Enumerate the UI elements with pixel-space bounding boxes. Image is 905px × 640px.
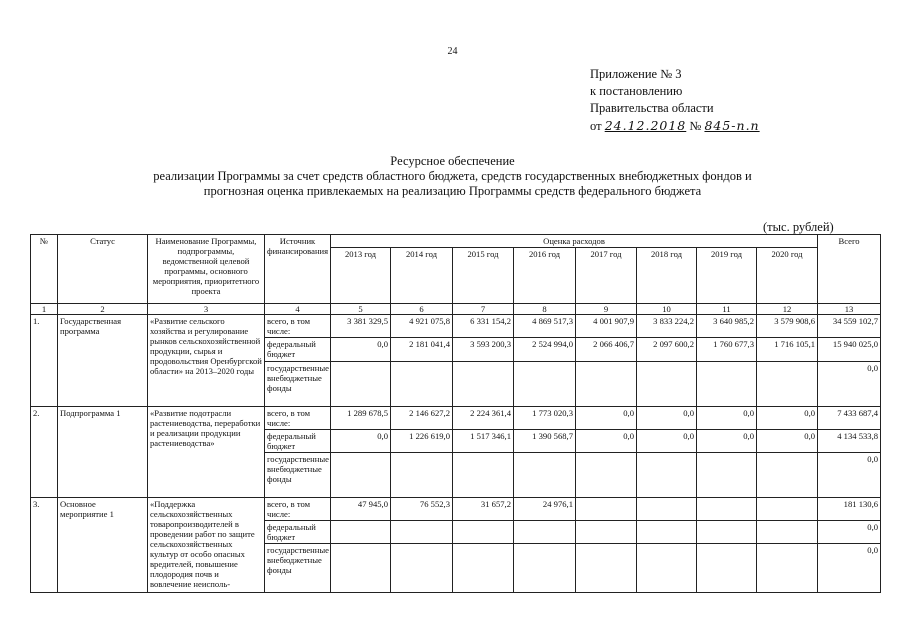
resource-table <box>30 234 881 593</box>
year-value: 1 390 568,7 <box>514 430 576 453</box>
year-value <box>757 453 818 498</box>
header-status: Статус <box>58 235 148 304</box>
row-source: федеральный бюджет <box>265 338 331 362</box>
year-value: 2 181 041,4 <box>391 338 453 362</box>
row-total: 15 940 025,0 <box>818 338 881 362</box>
year-value <box>453 453 514 498</box>
year-value <box>576 544 637 593</box>
column-numbers-row <box>31 304 881 315</box>
column-number: 11 <box>697 304 757 315</box>
row-source: всего, в том числе: <box>265 315 331 338</box>
year-value: 2 224 361,4 <box>453 407 514 430</box>
year-value <box>637 544 697 593</box>
year-value: 3 640 985,2 <box>697 315 757 338</box>
page-number: 24 <box>447 46 458 57</box>
table-row <box>31 407 881 430</box>
row-source: всего, в том числе: <box>265 498 331 521</box>
year-value: 0,0 <box>576 430 637 453</box>
column-number: 10 <box>637 304 697 315</box>
year-value <box>391 362 453 407</box>
row-status: Государственная программа <box>58 315 148 407</box>
appendix-block <box>590 66 760 135</box>
year-value: 0,0 <box>697 430 757 453</box>
header-source: Источник финансирования <box>265 235 331 304</box>
year-value <box>331 453 391 498</box>
year-value <box>514 362 576 407</box>
column-number: 8 <box>514 304 576 315</box>
year-value: 4 001 907,9 <box>576 315 637 338</box>
year-value <box>637 498 697 521</box>
year-value: 1 226 619,0 <box>391 430 453 453</box>
row-number: 3. <box>31 498 58 593</box>
document-title <box>0 154 905 199</box>
appendix-line-1: Приложение № 3 <box>590 67 682 81</box>
year-value: 3 579 908,6 <box>757 315 818 338</box>
title-line-3: прогнозная оценка привлекаемых на реализацию Программы средств федерального бюджета <box>203 184 702 198</box>
year-value <box>637 362 697 407</box>
year-value <box>757 362 818 407</box>
year-value <box>757 544 818 593</box>
column-number: 3 <box>148 304 265 315</box>
year-value: 0,0 <box>757 407 818 430</box>
column-number: 7 <box>453 304 514 315</box>
table-row <box>31 315 881 338</box>
year-value <box>697 521 757 544</box>
year-value: 4 921 075,8 <box>391 315 453 338</box>
header-year: 2017 год <box>576 248 637 304</box>
header-num: № <box>31 235 58 304</box>
header-row-1 <box>31 235 881 248</box>
year-value: 3 381 329,5 <box>331 315 391 338</box>
year-value <box>697 453 757 498</box>
year-value: 1 716 105,1 <box>757 338 818 362</box>
row-total: 4 134 533,8 <box>818 430 881 453</box>
year-value: 6 331 154,2 <box>453 315 514 338</box>
year-value <box>697 544 757 593</box>
year-value: 1 760 677,3 <box>697 338 757 362</box>
year-value <box>453 362 514 407</box>
year-value: 0,0 <box>637 407 697 430</box>
header-year: 2016 год <box>514 248 576 304</box>
row-status: Основное мероприятие 1 <box>58 498 148 593</box>
row-total: 0,0 <box>818 453 881 498</box>
year-value <box>331 544 391 593</box>
number-prefix: № <box>689 119 702 133</box>
year-value <box>576 498 637 521</box>
header-year: 2013 год <box>331 248 391 304</box>
year-value <box>697 498 757 521</box>
resolution-number: 845-п.п <box>704 118 760 133</box>
row-source: федеральный бюджет <box>265 430 331 453</box>
column-number: 1 <box>31 304 58 315</box>
year-value: 3 593 200,3 <box>453 338 514 362</box>
year-value <box>757 521 818 544</box>
header-estimate: Оценка расходов <box>331 235 818 248</box>
year-value <box>576 362 637 407</box>
year-value <box>453 521 514 544</box>
header-total: Всего <box>818 235 881 304</box>
row-name: «Развитие подотрасли растениеводства, переработки и реализации продукции растениеводства» <box>148 407 265 498</box>
year-value: 76 552,3 <box>391 498 453 521</box>
year-value: 0,0 <box>331 338 391 362</box>
year-value <box>576 453 637 498</box>
appendix-date-line <box>590 117 760 135</box>
column-number: 12 <box>757 304 818 315</box>
row-source: государственные внебюджетные фонды <box>265 544 331 593</box>
row-status: Подпрограмма 1 <box>58 407 148 498</box>
title-line-2: реализации Программы за счет средств областного бюджета, средств государственных внебюджетных фондов и <box>153 169 752 183</box>
row-name: «Поддержка сельскохозяйственных товаропроизводителей в проведении работ по защите сельскохозяйственных культур от особо опасных вредителей, повышение плодородия почв и вовлечение неисполь- <box>148 498 265 593</box>
year-value: 24 976,1 <box>514 498 576 521</box>
year-value: 31 657,2 <box>453 498 514 521</box>
row-source: государственные внебюджетные фонды <box>265 362 331 407</box>
year-value <box>391 521 453 544</box>
row-source: всего, в том числе: <box>265 407 331 430</box>
year-value <box>637 521 697 544</box>
row-name: «Развитие сельского хозяйства и регулирование рынков сельскохозяйственной продукции, сырья и продовольствия Оренбургской области» на 2013–2020 годы <box>148 315 265 407</box>
year-value: 0,0 <box>331 430 391 453</box>
column-number: 5 <box>331 304 391 315</box>
year-value: 0,0 <box>637 430 697 453</box>
appendix-line-3: Правительства области <box>590 101 714 115</box>
row-total: 0,0 <box>818 544 881 593</box>
column-number: 6 <box>391 304 453 315</box>
row-total: 181 130,6 <box>818 498 881 521</box>
row-total: 7 433 687,4 <box>818 407 881 430</box>
year-value: 47 945,0 <box>331 498 391 521</box>
year-value: 1 289 678,5 <box>331 407 391 430</box>
column-number: 13 <box>818 304 881 315</box>
date-prefix: от <box>590 119 602 133</box>
column-number: 9 <box>576 304 637 315</box>
year-value <box>514 521 576 544</box>
year-value <box>331 521 391 544</box>
year-value <box>637 453 697 498</box>
row-number: 1. <box>31 315 58 407</box>
header-year: 2019 год <box>697 248 757 304</box>
header-name: Наименование Программы, подпрограммы, ведомственной целевой программы, основного мероприятия, приоритетного проекта <box>148 235 265 304</box>
year-value <box>514 453 576 498</box>
year-value: 2 524 994,0 <box>514 338 576 362</box>
year-value: 0,0 <box>757 430 818 453</box>
header-year: 2020 год <box>757 248 818 304</box>
year-value: 2 146 627,2 <box>391 407 453 430</box>
year-value: 3 833 224,2 <box>637 315 697 338</box>
row-total: 0,0 <box>818 362 881 407</box>
row-source: государственные внебюджетные фонды <box>265 453 331 498</box>
year-value: 4 869 517,3 <box>514 315 576 338</box>
year-value <box>757 498 818 521</box>
year-value: 1 517 346,1 <box>453 430 514 453</box>
year-value <box>514 544 576 593</box>
year-value: 2 097 600,2 <box>637 338 697 362</box>
year-value <box>576 521 637 544</box>
year-value <box>331 362 391 407</box>
year-value <box>391 453 453 498</box>
column-number: 2 <box>58 304 148 315</box>
appendix-line-2: к постановлению <box>590 84 683 98</box>
table-row <box>31 498 881 521</box>
year-value <box>697 362 757 407</box>
header-year: 2014 год <box>391 248 453 304</box>
year-value <box>453 544 514 593</box>
column-number: 4 <box>265 304 331 315</box>
header-year: 2015 год <box>453 248 514 304</box>
units-label: (тыс. рублей) <box>763 220 834 234</box>
row-total: 34 559 102,7 <box>818 315 881 338</box>
resolution-date: 24.12.2018 <box>604 118 687 133</box>
year-value: 2 066 406,7 <box>576 338 637 362</box>
year-value: 0,0 <box>576 407 637 430</box>
header-year: 2018 год <box>637 248 697 304</box>
year-value: 0,0 <box>697 407 757 430</box>
title-line-1: Ресурсное обеспечение <box>390 154 515 168</box>
row-number: 2. <box>31 407 58 498</box>
row-source: федеральный бюджет <box>265 521 331 544</box>
year-value: 1 773 020,3 <box>514 407 576 430</box>
year-value <box>391 544 453 593</box>
row-total: 0,0 <box>818 521 881 544</box>
